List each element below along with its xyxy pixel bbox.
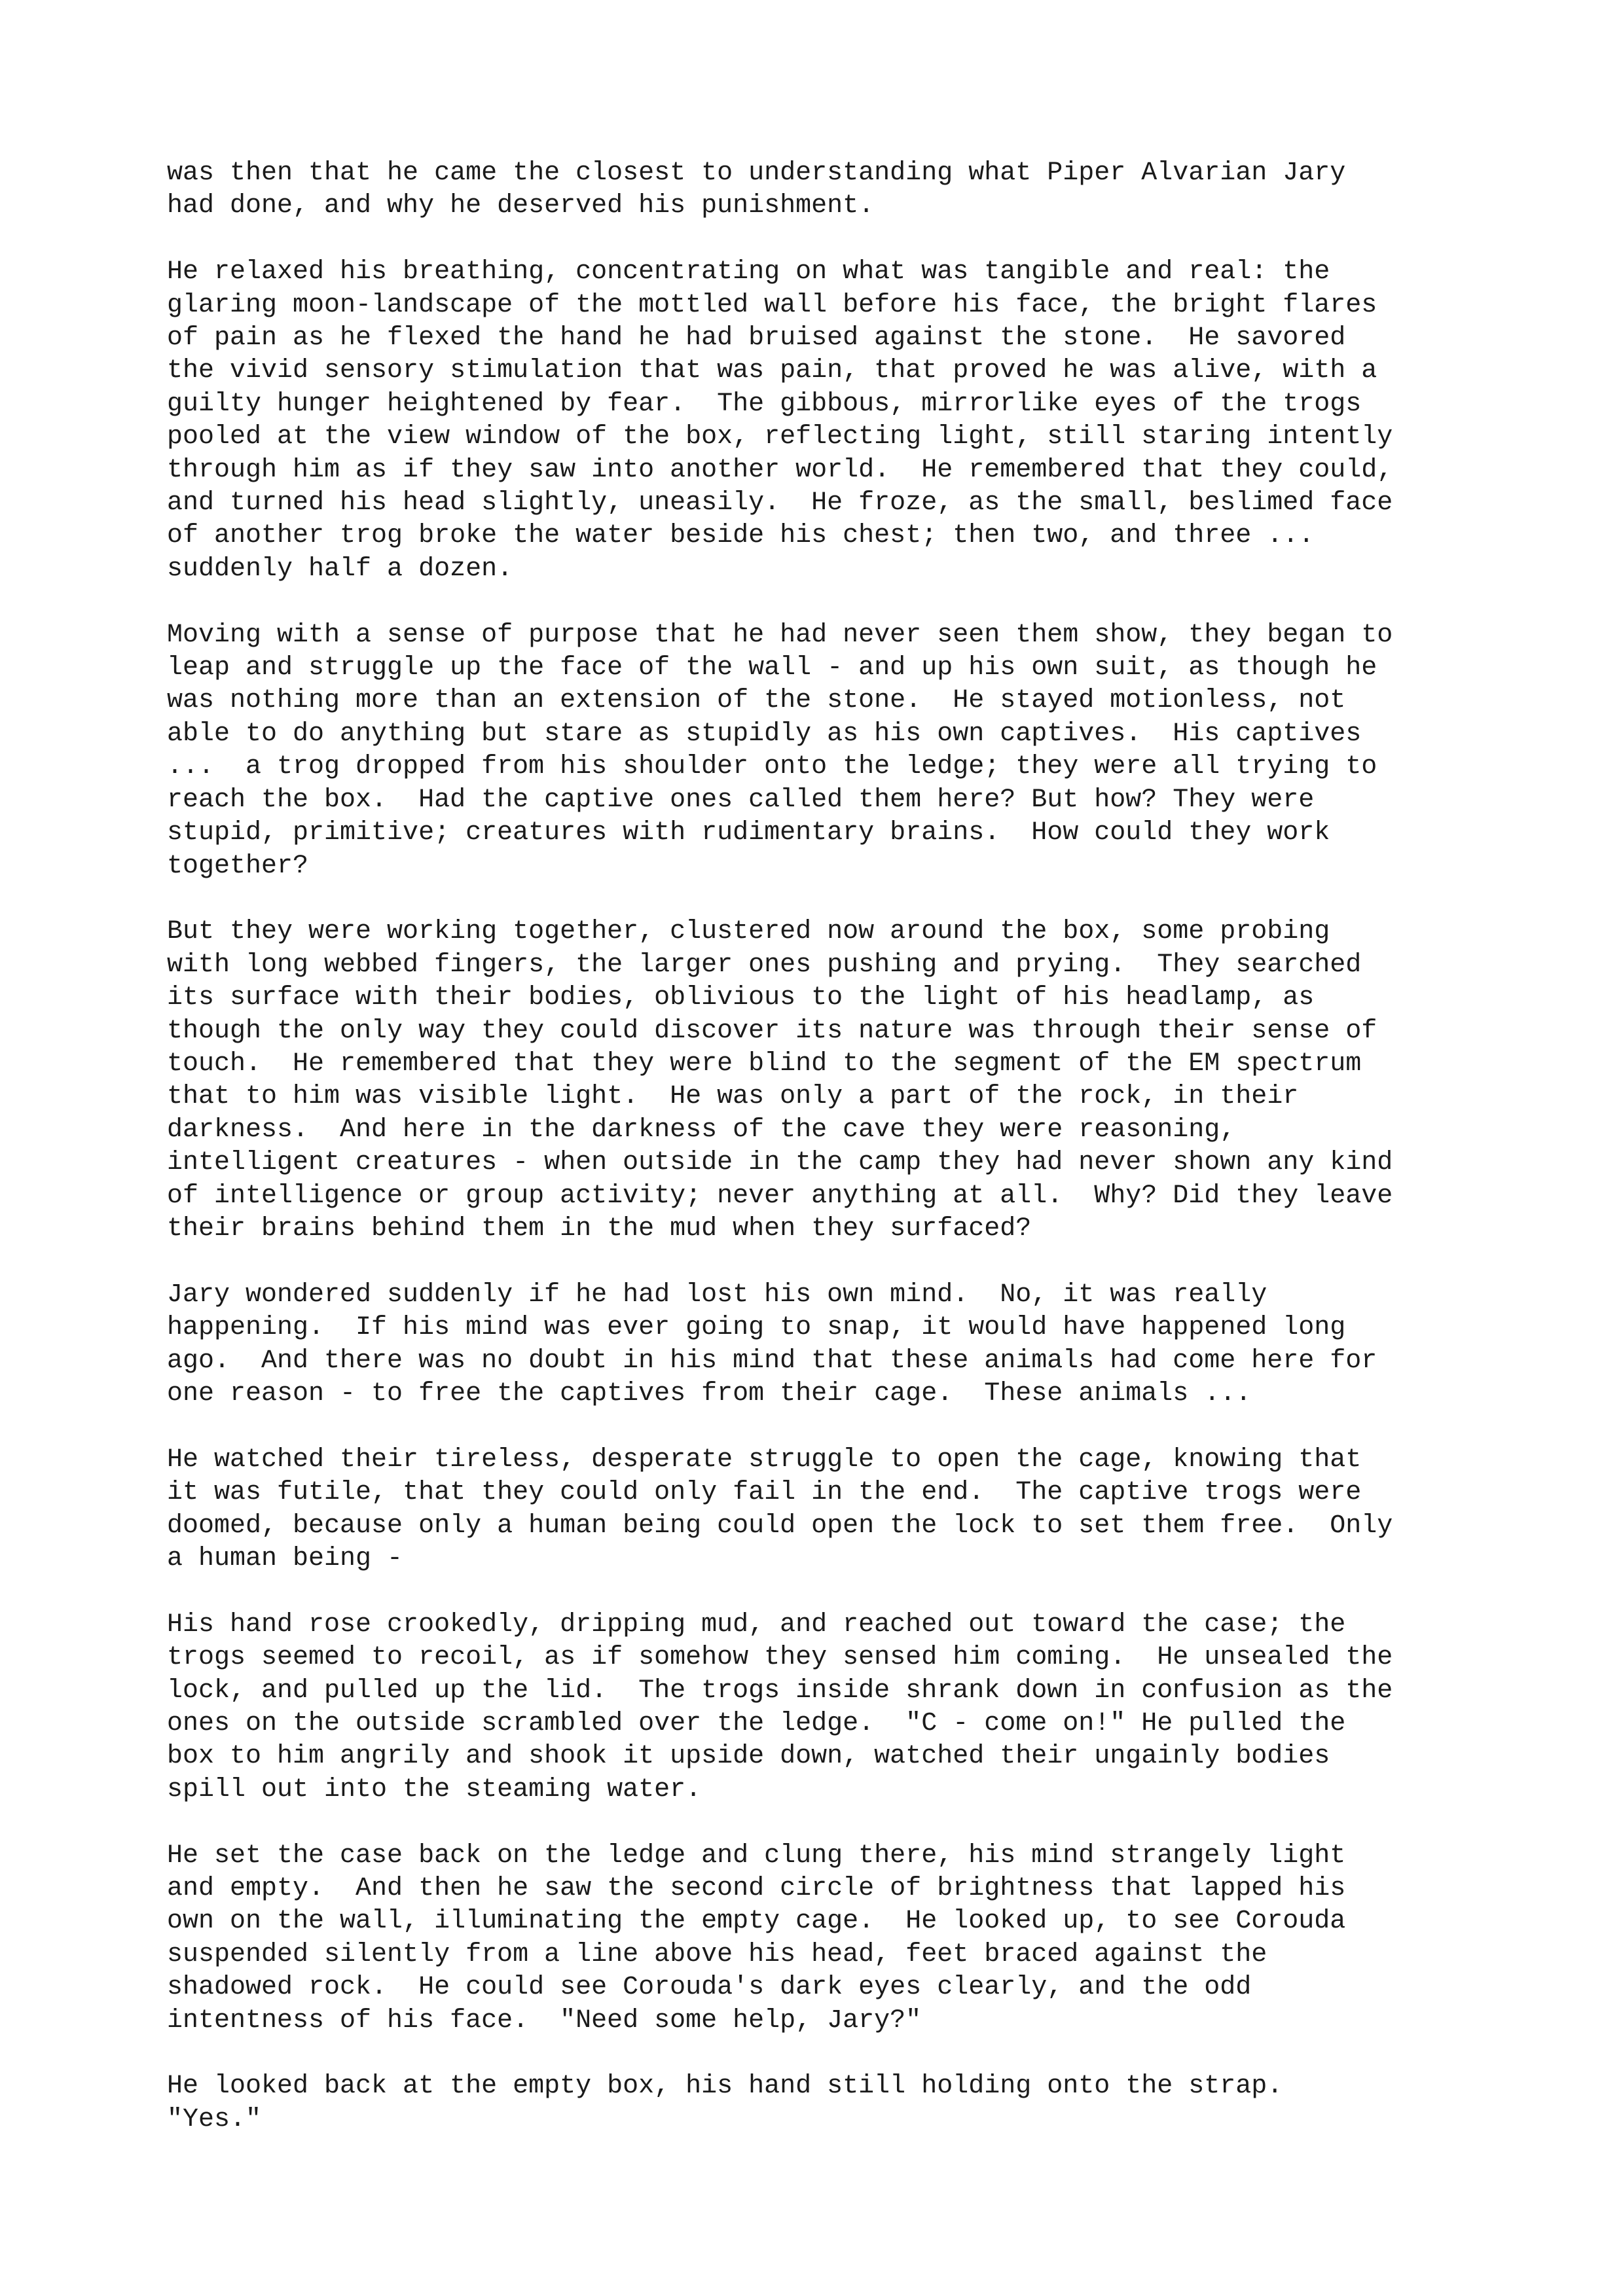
text-line: ago. And there was no doubt in his mind that these animals had come here for	[167, 1346, 1377, 1376]
text-line: was nothing more than an extension of the stone. He stayed motionless, not	[167, 686, 1346, 716]
text-line: His hand rose crookedly, dripping mud, and reached out toward the case; the	[167, 1609, 1346, 1640]
text-line: its surface with their bodies, oblivious to the light of his headlamp, as	[167, 983, 1315, 1013]
text-line: happening. If his mind was ever going to snap, it would have happened long	[167, 1313, 1346, 1343]
text-line: and empty. And then he saw the second circle of brightness that lapped his	[167, 1874, 1346, 1904]
paragraph	[167, 1279, 1516, 1411]
text-line: guilty hunger heightened by fear. The gibbous, mirrorlike eyes of the trogs	[167, 389, 1362, 419]
text-line: it was futile, that they could only fail in the end. The captive trogs were	[167, 1478, 1362, 1508]
paragraph	[167, 2070, 1516, 2136]
text-line: and turned his head slightly, uneasily. He froze, as the small, beslimed face	[167, 488, 1393, 518]
text-line: "Yes."	[167, 2104, 262, 2134]
document-body	[167, 157, 1516, 2170]
text-line: suddenly half a dozen.	[167, 554, 513, 584]
text-line: trogs seemed to recoil, as if somehow they sensed him coming. He unsealed the	[167, 1643, 1393, 1673]
text-line: But they were working together, clustered now around the box, some probing	[167, 917, 1330, 947]
paragraph	[167, 157, 1516, 223]
paragraph	[167, 916, 1516, 1246]
text-line: He relaxed his breathing, concentrating on what was tangible and real: the	[167, 257, 1330, 287]
text-line: box to him angrily and shook it upside down, watched their ungainly bodies	[167, 1742, 1330, 1772]
paragraph	[167, 1444, 1516, 1576]
text-line: shadowed rock. He could see Corouda's dark eyes clearly, and the odd	[167, 1973, 1252, 2003]
text-line: He watched their tireless, desperate struggle to open the cage, knowing that	[167, 1444, 1362, 1475]
text-line: together?	[167, 851, 309, 881]
text-line: their brains behind them in the mud when they surfaced?	[167, 1213, 1032, 1244]
text-line: glaring moon-landscape of the mottled wall before his face, the bright flares	[167, 290, 1377, 320]
text-line: ... a trog dropped from his shoulder onto the ledge; they were all trying to	[167, 752, 1377, 782]
text-line: pooled at the view window of the box, reflecting light, still staring intently	[167, 422, 1393, 452]
paragraph	[167, 1840, 1516, 2037]
text-line: intelligent creatures - when outside in the camp they had never shown any kind	[167, 1148, 1393, 1178]
text-line: Moving with a sense of purpose that he had never seen them show, they began to	[167, 620, 1393, 650]
text-line: was then that he came the closest to understanding what Piper Alvarian Jary	[167, 158, 1346, 188]
text-line: though the only way they could discover its nature was through their sense of	[167, 1016, 1377, 1046]
text-line: of intelligence or group activity; never anything at all. Why? Did they leave	[167, 1181, 1393, 1211]
text-line: darkness. And here in the darkness of the cave they were reasoning,	[167, 1115, 1236, 1145]
text-line: He looked back at the empty box, his hand still holding onto the strap.	[167, 2072, 1283, 2102]
text-line: with long webbed fingers, the larger ones pushing and prying. They searched	[167, 950, 1362, 980]
text-line: of another trog broke the water beside his chest; then two, and three ...	[167, 521, 1315, 551]
text-line: spill out into the steaming water.	[167, 1774, 702, 1804]
text-line: intentness of his face. "Need some help, Jary?"	[167, 2005, 922, 2036]
text-line: leap and struggle up the face of the wall - and up his own suit, as though he	[167, 653, 1377, 683]
text-line: lock, and pulled up the lid. The trogs inside shrank down in confusion as the	[167, 1676, 1393, 1706]
text-line: the vivid sensory stimulation that was pain, that proved he was alive, with a	[167, 356, 1377, 386]
text-line: able to do anything but stare as stupidly as his own captives. His captives	[167, 719, 1362, 749]
text-line: suspended silently from a line above his head, feet braced against the	[167, 1939, 1267, 1969]
text-line: doomed, because only a human being could open the lock to set them free. Only	[167, 1511, 1393, 1541]
text-line: own on the wall, illuminating the empty cage. He looked up, to see Corouda	[167, 1907, 1346, 1937]
text-line: one reason - to free the captives from their cage. These animals ...	[167, 1378, 1252, 1408]
paragraph	[167, 1609, 1516, 1806]
paragraph	[167, 256, 1516, 586]
paragraph	[167, 619, 1516, 883]
text-line: through him as if they saw into another world. He remembered that they could,	[167, 455, 1393, 485]
text-line: touch. He remembered that they were blind to the segment of the EM spectrum	[167, 1049, 1362, 1079]
text-line: ones on the outside scrambled over the ledge. "C - come on!" He pulled the	[167, 1709, 1346, 1738]
text-line: that to him was visible light. He was only a part of the rock, in their	[167, 1082, 1299, 1112]
text-line: of pain as he flexed the hand he had bruised against the stone. He savored	[167, 323, 1346, 353]
text-line: He set the case back on the ledge and clung there, his mind strangely light	[167, 1840, 1346, 1871]
text-line: stupid, primitive; creatures with rudimentary brains. How could they work	[167, 818, 1330, 848]
text-line: had done, and why he deserved his punishment.	[167, 191, 875, 221]
text-line: Jary wondered suddenly if he had lost his own mind. No, it was really	[167, 1280, 1267, 1310]
text-line: a human being -	[167, 1543, 403, 1573]
text-line: reach the box. Had the captive ones called them here? But how? They were	[167, 785, 1315, 815]
